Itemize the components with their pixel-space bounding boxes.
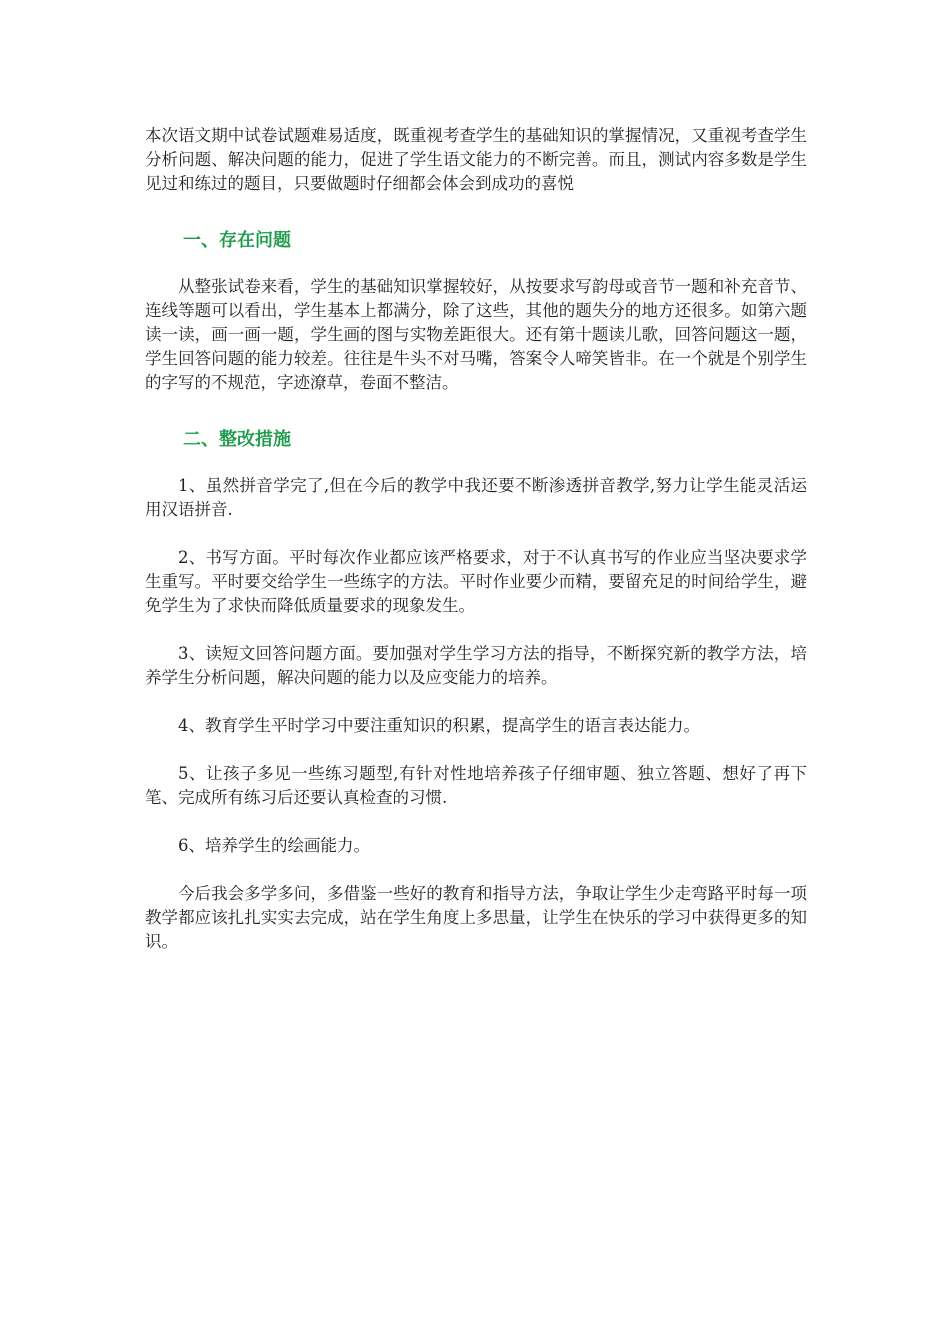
measure-item-3: 3、读短文回答问题方面。要加强对学生学习方法的指导，不断探究新的教学方法，培养学生分析问题，解决问题的能力以及应变能力的培养。 (145, 644, 807, 687)
intro-paragraph: 本次语文期中试卷试题难易适度，既重视考查学生的基础知识的掌握情况，又重视考查学生分析问题、解决问题的能力，促进了学生语文能力的不断完善。而且，测试内容多数是学生见过和练过的题目，只要做题时仔细都会体会到成功的喜悦 (145, 126, 807, 193)
problems-paragraph: 从整张试卷来看，学生的基础知识掌握较好，从按要求写韵母或音节一题和补充音节、连线等题可以看出，学生基本上都满分，除了这些，其他的题失分的地方还很多。如第六题读一读，画一画一题，学生画的图与实物差距很大。还有第十题读儿歌，回答问题这一题，学生回答问题的能力较差。往往是牛头不对马嘴，答案令人啼笑皆非。在一个就是个别学生的字写的不规范，字迹潦草，卷面不整洁。 (145, 277, 807, 392)
measure-item-5: 5、让孩子多见一些练习题型,有针对性地培养孩子仔细审题、独立答题、想好了再下笔、完成所有练习后还要认真检查的习惯. (145, 764, 807, 807)
document-page (145, 124, 807, 954)
section-heading-measures: 二、整改措施 (183, 429, 291, 450)
measure-item-2: 2、书写方面。平时每次作业都应该严格要求，对于不认真书写的作业应当坚决要求学生重写。平时要交给学生一些练字的方法。平时作业要少而精，要留充足的时间给学生，避免学生为了求快而降低质量要求的现象发生。 (145, 548, 807, 615)
closing-paragraph: 今后我会多学多问，多借鉴一些好的教育和指导方法，争取让学生少走弯路平时每一项教学都应该扎扎实实去完成，站在学生角度上多思量，让学生在快乐的学习中获得更多的知识。 (145, 884, 807, 951)
section-heading-problems: 一、存在问题 (183, 230, 291, 251)
measure-item-6: 6、培养学生的绘画能力。 (178, 836, 370, 855)
measure-item-4: 4、教育学生平时学习中要注重知识的积累，提高学生的语言表达能力。 (178, 716, 700, 735)
measure-item-1: 1、虽然拼音学完了,但在今后的教学中我还要不断渗透拼音教学,努力让学生能灵活运用汉语拼音. (145, 476, 807, 519)
